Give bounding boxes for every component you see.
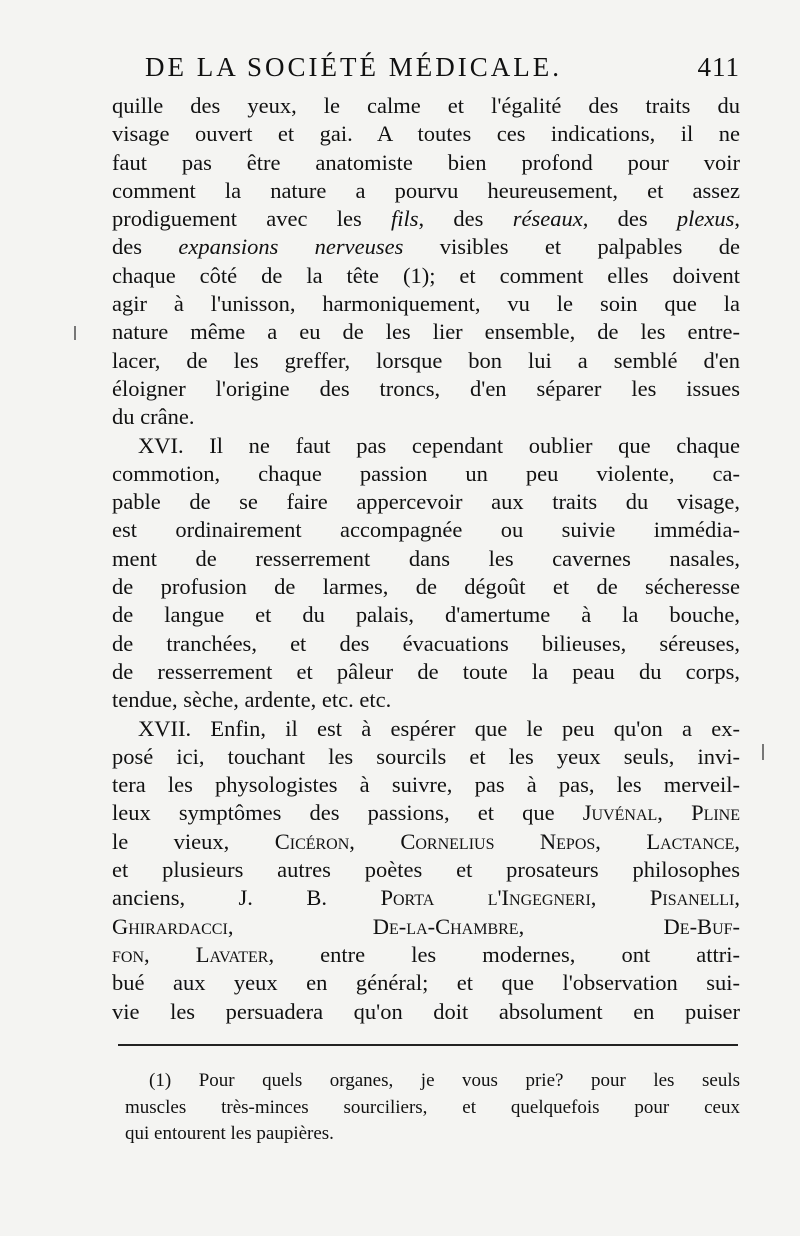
text-line: comment la nature a pourvu heureusement, et assez [112,177,740,203]
margin-mark [762,744,764,760]
section-xvi-start: XVI. Il ne faut pas cependant oublier que chaque [138,432,740,458]
text-line: lacer, de les greffer, lorsque bon lui a semblé d'en [112,347,740,373]
text-line: de langue et du palais, d'amertume à la bouche, [112,602,740,628]
footnote-divider [118,1044,738,1046]
text-line: posé ici, touchant les sourcils et les yeux seuls, invi- [112,743,740,769]
section-xvii-start: XVII. Enfin, il est à espérer que le peu qu'on a ex- [138,715,740,741]
text-line: chaque côté de la tête (1); et comment elles doivent [112,262,740,288]
page-number: 411 [697,52,740,82]
text-line: de resserrement et pâleur de toute la peau du corps, [112,658,740,684]
margin-mark [74,326,76,340]
text-line: pable de se faire appercevoir aux traits du visage, [112,489,740,515]
text-line: quille des yeux, le calme et l'égalité des traits du [112,93,740,118]
footnote-line: muscles très-minces sourciliers, et quelquefois pour ceux [125,1096,740,1118]
text-line: éloigner l'origine des troncs, d'en séparer les issues [112,375,740,401]
text-line: et plusieurs autres poètes et prosateurs philosophes [112,857,740,883]
text-line: de tranchées, et des évacuations bilieuses, séreuses, [112,630,740,656]
text-line: prodiguement avec les fils, des réseaux, des plexus, [112,206,740,232]
footnote [125,1068,740,1148]
text-line: nature même a eu de les lier ensemble, de les entre- [112,319,740,345]
text-line: fon, Lavater, entre les modernes, ont attri- [112,941,740,967]
text-line: agir à l'unisson, harmoniquement, vu le soin que la [112,291,740,317]
main-text [112,92,740,1026]
text-line: des expansions nerveuses visibles et palpables de [112,234,740,260]
text-line: le vieux, Cicéron, Cornelius Nepos, Lactance, [112,828,741,854]
text-line: ment de resserrement dans les cavernes nasales, [112,545,740,571]
text-line: de profusion de larmes, de dégoût et de sécheresse [112,574,740,600]
text-line: anciens, J. B. Porta l'Ingegneri, Pisanelli, [112,885,740,911]
text-line: commotion, chaque passion un peu violente, ca- [112,460,740,486]
running-header [145,52,740,83]
text-line: faut pas être anatomiste bien profond pour voir [112,149,740,175]
text-line: tendue, sèche, ardente, etc. etc. [112,687,392,713]
text-line: est ordinairement accompagnée ou suivie immédia- [112,517,740,543]
footnote-line: (1) Pour quels organes, je vous prie? pour les seuls [149,1070,740,1091]
text-line: tera les physologistes à suivre, pas à pas, les merveil- [112,772,740,798]
text-line: visage ouvert et gai. A toutes ces indications, il ne [112,121,740,147]
text-line: vie les persuadera qu'on doit absolument en puiser [112,998,740,1024]
running-title: DE LA SOCIÉTÉ MÉDICALE. [145,52,562,82]
footnote-line: qui entourent les paupières. [125,1123,334,1144]
text-line: leux symptômes des passions, et que Juvénal, Pline [112,800,741,826]
text-line: Ghirardacci, De-la-Chambre, De-Buf- [112,913,741,939]
text-line: bué aux yeux en général; et que l'observation sui- [112,970,740,996]
text-line: du crâne. [112,404,195,430]
